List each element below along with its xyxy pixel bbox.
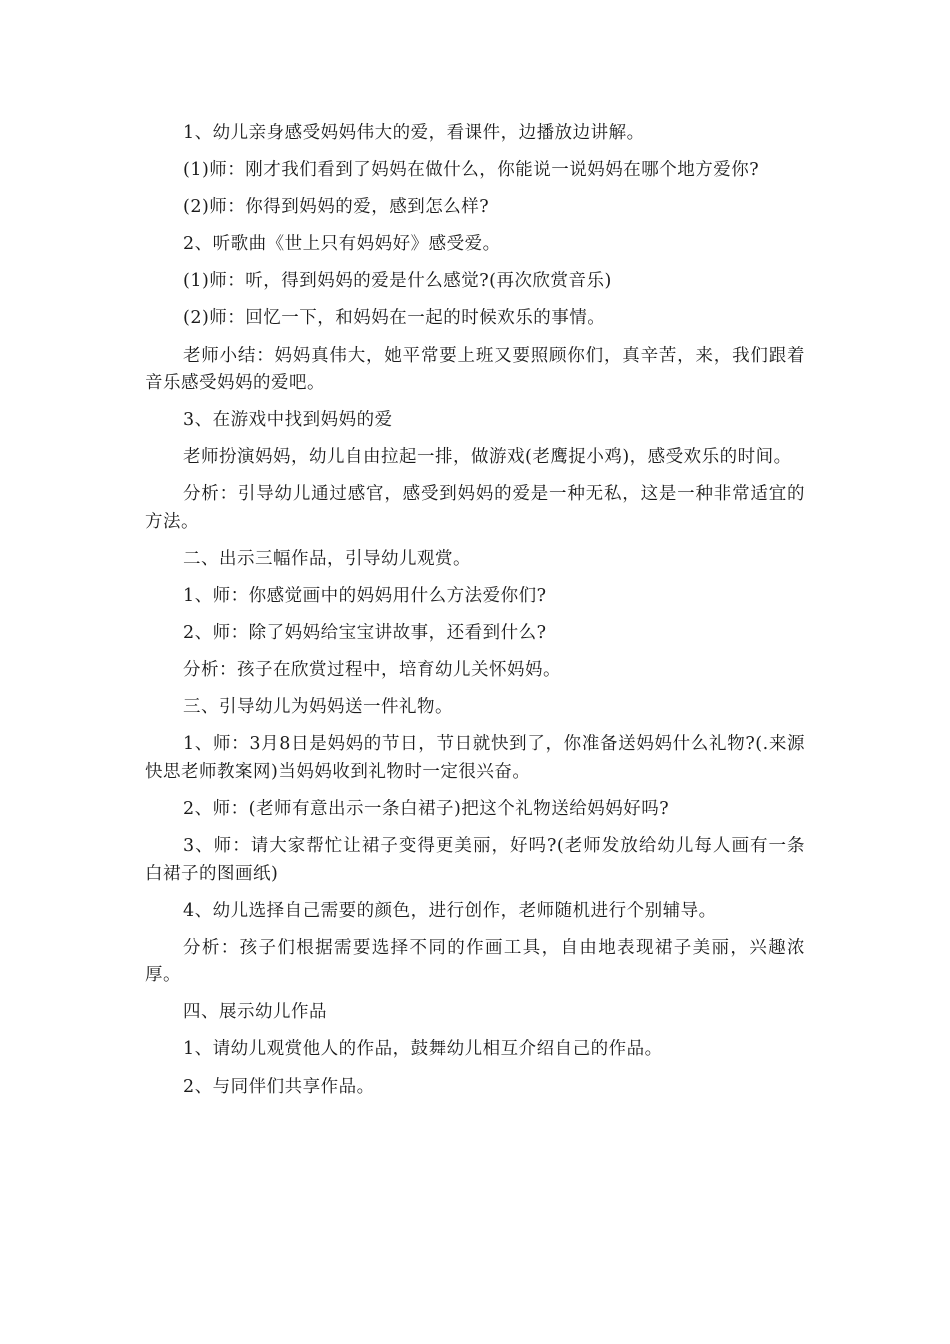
paragraph-21: 四、展示幼儿作品 bbox=[183, 1002, 327, 1023]
paragraph-19: 4、幼儿选择自己需要的颜色，进行创作，老师随机进行个别辅导。 bbox=[183, 900, 717, 921]
paragraph-14: 分析：孩子在欣赏过程中，培育幼儿关怀妈妈。 bbox=[183, 660, 561, 681]
paragraph-6: (2)师：回忆一下，和妈妈在一起的时候欢乐的事情。 bbox=[183, 308, 606, 329]
paragraph-2: (1)师：刚才我们看到了妈妈在做什么，你能说一说妈妈在哪个地方爱你? bbox=[183, 160, 760, 181]
paragraph-15: 三、引导幼儿为妈妈送一件礼物。 bbox=[183, 697, 453, 718]
document-body bbox=[145, 120, 805, 1111]
paragraph-11: 二、出示三幅作品，引导幼儿观赏。 bbox=[183, 548, 471, 569]
paragraph-5: (1)师：听，得到妈妈的爱是什么感觉?(再次欣赏音乐) bbox=[183, 271, 612, 292]
paragraph-16: 1、师：3月8日是妈妈的节日，节日就快到了，你准备送妈妈什么礼物?(.来源快思老师教案网)当妈妈收到礼物时一定很兴奋。 bbox=[145, 734, 805, 782]
paragraph-23: 2、与同伴们共享作品。 bbox=[183, 1076, 375, 1097]
paragraph-22: 1、请幼儿观赏他人的作品，鼓舞幼儿相互介绍自己的作品。 bbox=[183, 1039, 663, 1060]
paragraph-17: 2、师：(老师有意出示一条白裙子)把这个礼物送给妈妈好吗? bbox=[183, 799, 670, 819]
paragraph-3: (2)师：你得到妈妈的爱，感到怎么样? bbox=[183, 197, 490, 218]
paragraph-1: 1、幼儿亲身感受妈妈伟大的爱，看课件，边播放边讲解。 bbox=[183, 123, 645, 143]
paragraph-20: 分析：孩子们根据需要选择不同的作画工具，自由地表现裙子美丽，兴趣浓厚。 bbox=[145, 937, 805, 986]
paragraph-7: 老师小结：妈妈真伟大，她平常要上班又要照顾你们，真辛苦，来，我们跟着音乐感受妈妈的爱吧。 bbox=[145, 345, 805, 394]
paragraph-12: 1、师：你感觉画中的妈妈用什么方法爱你们? bbox=[183, 586, 547, 607]
paragraph-4: 2、听歌曲《世上只有妈妈好》感受爱。 bbox=[183, 234, 501, 255]
paragraph-13: 2、师：除了妈妈给宝宝讲故事，还看到什么? bbox=[183, 623, 547, 644]
paragraph-10: 分析：引导幼儿通过感官，感受到妈妈的爱是一种无私，这是一种非常适宜的方法。 bbox=[145, 484, 805, 532]
paragraph-8: 3、在游戏中找到妈妈的爱 bbox=[183, 410, 393, 431]
paragraph-9: 老师扮演妈妈，幼儿自由拉起一排，做游戏(老鹰捉小鸡)，感受欢乐的时间。 bbox=[183, 447, 792, 468]
paragraph-18: 3、师：请大家帮忙让裙子变得更美丽，好吗?(老师发放给幼儿每人画有一条白裙子的图画纸) bbox=[145, 836, 805, 884]
